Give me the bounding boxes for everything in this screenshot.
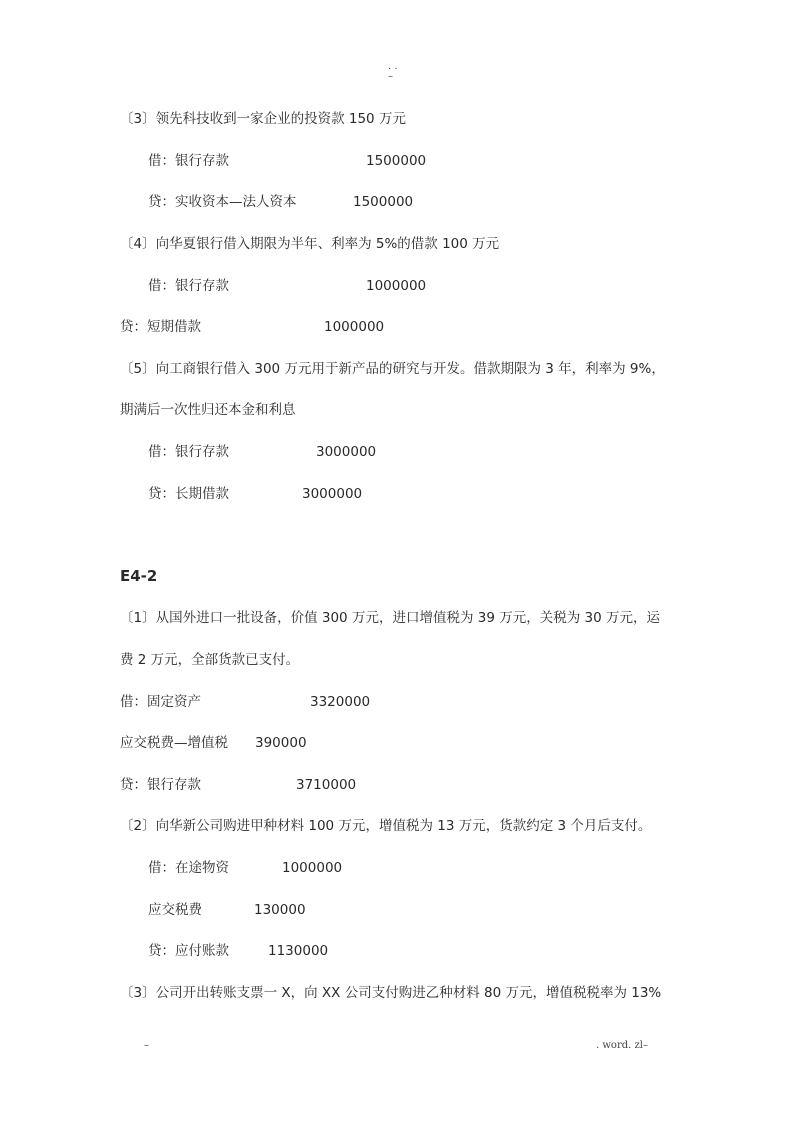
entry-3-credit-amount: 1500000 bbox=[353, 194, 414, 210]
entry-4-description: 〔4〕向华夏银行借入期限为半年、利率为 5%的借款 100 万元 bbox=[120, 236, 500, 252]
entry-4-debit-amount: 1000000 bbox=[366, 278, 427, 294]
entry-5-credit-label: 贷：长期借款 bbox=[148, 486, 229, 502]
entry-5-credit-amount: 3000000 bbox=[302, 486, 363, 502]
e42-entry-2-tax-label: 应交税费 bbox=[148, 902, 202, 918]
entry-5-debit-amount: 3000000 bbox=[316, 444, 377, 460]
e42-entry-1-description: 〔1〕从国外进口一批设备，价值 300 万元，进口增值税为 39 万元，关税为 30 万元，运 bbox=[120, 610, 660, 626]
entry-5-debit-label: 借：银行存款 bbox=[148, 444, 229, 460]
entry-3-description: 〔3〕领先科技收到一家企业的投资款 150 万元 bbox=[120, 111, 406, 127]
entry-4-debit-label: 借：银行存款 bbox=[148, 278, 229, 294]
e42-entry-2-debit-label: 借：在途物资 bbox=[148, 860, 229, 876]
e42-entry-1-tax-label: 应交税费—增值税 bbox=[120, 735, 228, 751]
e42-entry-1-debit-amount: 3320000 bbox=[310, 694, 371, 710]
entry-3-credit-label: 贷：实收资本—法人资本 bbox=[148, 194, 297, 210]
e42-entry-1-tax-amount: 390000 bbox=[255, 735, 307, 751]
entry-4-credit-amount: 1000000 bbox=[324, 319, 385, 335]
entry-3-debit-amount: 1500000 bbox=[366, 153, 427, 169]
entry-5-description: 〔5〕向工商银行借入 300 万元用于新产品的研究与开发。借款期限为 3 年，利率为 9%， bbox=[120, 361, 665, 377]
entry-5-description-cont: 期满后一次性归还本金和利息 bbox=[120, 402, 296, 418]
header-mark-dots: . . bbox=[388, 61, 398, 72]
e42-entry-2-description: 〔2〕向华新公司购进甲种材料 100 万元，增值税为 13 万元，货款约定 3 个月后支付。 bbox=[120, 818, 652, 834]
e42-entry-3-description: 〔3〕公司开出转账支票一 X，向 XX 公司支付购进乙种材料 80 万元，增值税税率为 13% bbox=[120, 985, 662, 1001]
e42-entry-2-credit-label: 贷：应付账款 bbox=[148, 943, 229, 959]
e42-entry-2-debit-amount: 1000000 bbox=[282, 860, 343, 876]
section-heading: E4-2 bbox=[120, 567, 158, 585]
e42-entry-2-credit-amount: 1130000 bbox=[268, 943, 329, 959]
e42-entry-2-tax-amount: 130000 bbox=[254, 902, 306, 918]
entry-4-credit-label: 贷：短期借款 bbox=[120, 319, 201, 335]
footer-left-mark: – bbox=[144, 1040, 149, 1051]
e42-entry-1-debit-label: 借：固定资产 bbox=[120, 694, 201, 710]
header-mark-dash: – bbox=[388, 71, 393, 82]
e42-entry-1-description-cont: 费 2 万元，全部货款已支付。 bbox=[120, 652, 300, 668]
e42-entry-1-credit-amount: 3710000 bbox=[296, 777, 357, 793]
footer-right-mark: . word. zl– bbox=[596, 1040, 648, 1051]
header-mark bbox=[388, 62, 398, 82]
entry-3-debit-label: 借：银行存款 bbox=[148, 153, 229, 169]
e42-entry-1-credit-label: 贷：银行存款 bbox=[120, 777, 201, 793]
